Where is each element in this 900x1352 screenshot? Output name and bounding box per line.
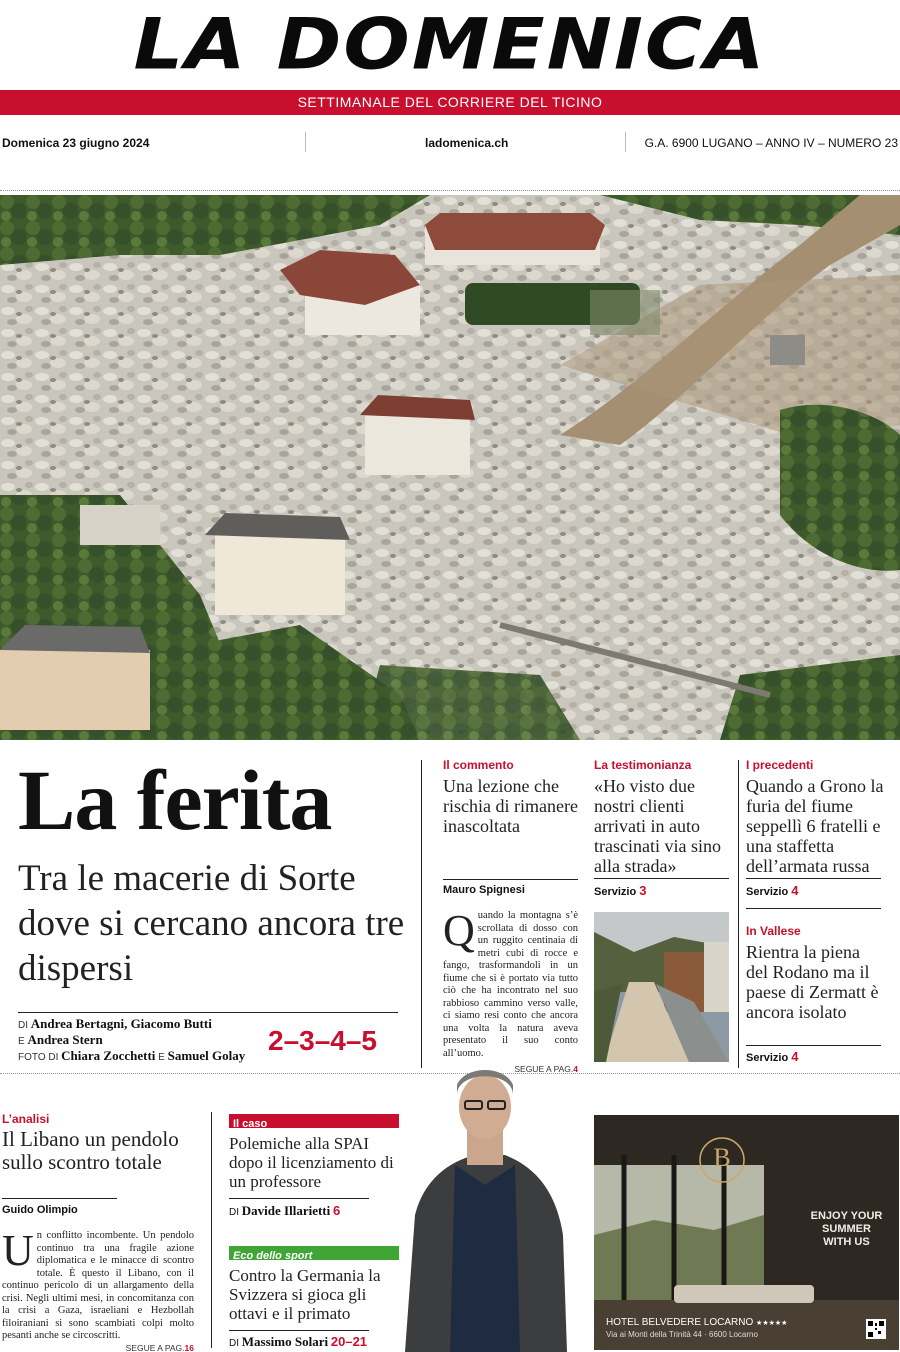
column-divider [738, 760, 739, 1068]
hotel-address: Via ai Monti della Trinità 44 · 6600 Locarno [606, 1330, 758, 1339]
divider [2, 1198, 117, 1199]
credit-label: E [18, 1036, 25, 1047]
lead-page-reference[interactable]: 2–3–4–5 [268, 1025, 378, 1056]
divider [594, 878, 729, 879]
landslide-aerial-image [0, 195, 900, 740]
dateline [0, 130, 900, 156]
continue-link[interactable]: SEGUE A PAG.4 [514, 1064, 578, 1074]
author-names: Andrea Bertagni, Giacomo Butti [30, 1016, 212, 1031]
comment-block[interactable] [443, 758, 578, 836]
sport-kicker-bar [229, 1246, 399, 1260]
credit-label: E [158, 1052, 165, 1063]
testimony-service-ref[interactable]: Servizio 3 [594, 883, 647, 898]
comment-kicker: Il commento [443, 758, 514, 772]
column-divider [421, 760, 422, 1068]
author-name: Andrea Stern [27, 1032, 103, 1047]
precedents-title[interactable]: Quando a Grono la furia del fiume seppellì 6 fratelli e una staffetta dell’armata russa [746, 776, 884, 876]
comment-text: uando la montagna s’è scrollata di dosso con un ruggito centinaia di metri cubi di rocce e fango, trasformandoli in un fiume che si è portato via tutto ciò che ha incontrato nel suo rabbioso cammino verso valle, ci siamo resi conto che ancora una volta la natura aveva presentato il suo conto all’uomo. [443, 910, 578, 1059]
divider [746, 878, 881, 879]
analysis-kicker: L’analisi [2, 1112, 50, 1126]
tagline-bar: SETTIMANALE DEL CORRIERE DEL TICINO [0, 90, 900, 115]
precedents-block[interactable] [746, 758, 886, 876]
testimony-kicker: La testimonianza [594, 758, 692, 772]
analysis-block[interactable] [2, 1112, 202, 1174]
newspaper-title[interactable]: LA DOMENICA [133, 4, 767, 86]
flood-river-photo[interactable] [594, 912, 729, 1062]
photographer-name: Samuel Golay [167, 1048, 246, 1063]
case-title[interactable]: Polemiche alla SPAI dopo il licenziamento di un professore [229, 1134, 394, 1191]
river-image [594, 912, 729, 1062]
ad-slogan: ENJOY YOUR SUMMER WITH US [810, 1210, 883, 1248]
analysis-title[interactable]: Il Libano un pendolo sullo scontro totale [2, 1127, 179, 1174]
continue-link[interactable]: SEGUE A PAG.16 [125, 1342, 194, 1352]
precedents-kicker: I precedenti [746, 758, 814, 772]
case-byline: DI Davide Illarietti 6 [229, 1203, 341, 1218]
coach-photo[interactable] [395, 1065, 575, 1352]
comment-title[interactable]: Una lezione che rischia di rimanere inascoltata [443, 776, 578, 836]
issue-number: G.A. 6900 LUGANO – ANNO IV – NUMERO 23 [644, 136, 898, 150]
testimony-block[interactable] [594, 758, 734, 876]
credit-label: FOTO DI [18, 1052, 59, 1063]
dropcap: U [2, 1226, 34, 1275]
divider [443, 879, 578, 880]
comment-body [443, 906, 578, 1074]
column-divider [211, 1112, 212, 1348]
lead-photo[interactable] [0, 195, 900, 740]
analysis-author: Guido Olimpio [2, 1204, 78, 1216]
issue-date: Domenica 23 giugno 2024 [2, 136, 150, 150]
divider [0, 190, 900, 191]
valais-service-ref[interactable]: Servizio 4 [746, 1049, 799, 1064]
testimony-title[interactable]: «Ho visto due nostri clienti arrivati in auto trascinati via sino alla strada» [594, 776, 721, 876]
hotel-advertisement[interactable] [594, 1115, 899, 1350]
person-cutout-image [395, 1065, 575, 1352]
masthead [0, 0, 900, 90]
sport-title[interactable]: Contro la Germania la Svizzera si gioca gli ottavi e il primato [229, 1266, 381, 1323]
divider [305, 132, 306, 152]
case-kicker: Il caso [233, 1118, 268, 1130]
credit-label: DI [18, 1020, 28, 1031]
dropcap: Q [443, 906, 475, 955]
hotel-logo: B [713, 1143, 731, 1172]
photographer-name: Chiara Zocchetti [61, 1048, 156, 1063]
comment-author: Mauro Spignesi [443, 884, 525, 896]
valais-block[interactable] [746, 924, 886, 1022]
website-link[interactable]: ladomenica.ch [425, 136, 509, 150]
lead-headline[interactable]: La ferita [18, 752, 332, 848]
precedents-service-ref[interactable]: Servizio 4 [746, 883, 799, 898]
divider [229, 1330, 369, 1331]
analysis-text: n conflitto incombente. Un pendolo continuo tra una fragile azione diplomatica e le minacce di scontro totale. È questo il Libano, con il continuo pericolo di un allargamento della crisi. Negli ultimi mesi, in concomitanza con la crisi a Gaza, israeliani e Hezbollah filoiraniani si sono scambiati colpi molto pesanti anche se circoscritti. [2, 1230, 194, 1341]
sport-byline: DI Massimo Solari 20–21 [229, 1334, 368, 1349]
case-kicker-bar [229, 1114, 399, 1128]
valais-title[interactable]: Rientra la piena del Rodano ma il paese di Zermatt è ancora isolato [746, 942, 879, 1022]
valais-kicker: In Vallese [746, 924, 801, 938]
divider [746, 1045, 881, 1046]
lead-subheadline[interactable]: Tra le macerie di Sorte dove si cercano ancora tre dispersi [18, 858, 405, 989]
divider [625, 132, 626, 152]
analysis-body [2, 1226, 194, 1352]
sport-kicker: Eco dello sport [233, 1250, 313, 1262]
hotel-name: HOTEL BELVEDERE LOCARNO ★★★★★ [606, 1317, 788, 1328]
qr-code-icon[interactable] [866, 1319, 886, 1339]
divider [229, 1198, 369, 1199]
divider [746, 908, 881, 909]
